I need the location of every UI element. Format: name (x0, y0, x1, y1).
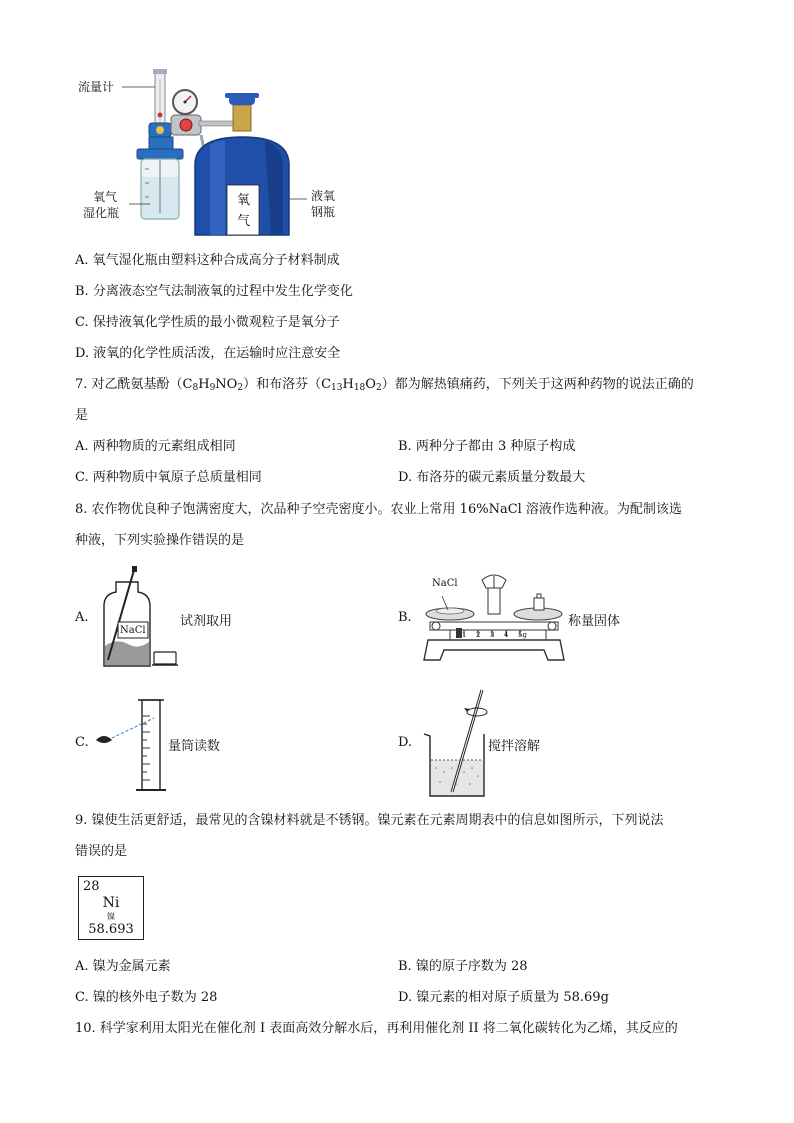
q9-option-c: C. 镍的核外电子数为 28 (75, 990, 218, 1005)
q7-stem-line1: 7. 对乙酰氨基酚$(C_8H_9NO_2)$和布洛芬$(C_{13}H_{18}O_2)$都为解热镇痛药，下列关于这两种药物的说法正确的 (75, 377, 694, 393)
q9-option-a: A. 镍为金属元素 (75, 959, 171, 974)
humidifier-label-2: 湿化瓶 (83, 206, 120, 220)
element-mass: 58.693 (88, 922, 134, 937)
flowmeter-label: 流量计 (78, 80, 115, 94)
q8-option-a-key: A. (75, 610, 89, 625)
liquid-oxygen-label-1: 液氧 (311, 189, 336, 203)
cylinder-text-1: 氧 (237, 193, 251, 208)
balance-figure: NaCl 1 2 3 4 5g (420, 570, 568, 666)
q7-stem-line2: 是 (75, 408, 89, 423)
q8-option-c-key: C. (75, 735, 89, 750)
element-symbol: Ni (102, 895, 120, 911)
balance-nacl-label: NaCl (432, 578, 458, 589)
q7-option-c: C. 两种物质中氧原子总质量相同 (75, 470, 262, 485)
q8-option-d-caption: 搅拌溶解 (488, 739, 541, 754)
q10-stem-line1: 10. 科学家利用太阳光在催化剂 I 表面高效分解水后，再利用催化剂 II 将二氧化碳转化为乙烯，其反应的 (75, 1021, 678, 1036)
q9-stem-line1: 9. 镍使生活更舒适，最常见的含镍材料就是不锈钢。镍元素在元素周期表中的信息如图所示，下列说法 (75, 813, 664, 828)
humidifier-label-1: 氧气 (93, 190, 118, 204)
element-number: 28 (83, 879, 100, 894)
cylinder-text-2: 气 (237, 214, 251, 229)
q8-option-a-caption: 试剂取用 (180, 614, 233, 629)
reagent-bottle-figure (94, 566, 180, 672)
reagent-label: NaCl (120, 625, 146, 636)
q8-option-d-key: D. (398, 735, 413, 750)
graduated-cylinder-figure (92, 696, 170, 794)
q9-option-b: B. 镍的原子序数为 28 (398, 959, 528, 974)
q8-stem-line1: 8. 农作物优良种子饱满密度大，次品种子空壳密度小。农业上常用 16%NaCl 溶液作选种液。为配制该选 (75, 502, 682, 517)
q7-option-d: D. 布洛芬的碳元素质量分数最大 (398, 470, 586, 485)
oxygen-apparatus-figure (75, 65, 315, 237)
q9-stem-line2: 错误的是 (75, 844, 128, 859)
element-name: 镍 (107, 912, 115, 921)
q7-option-a: A. 两种物质的元素组成相同 (75, 439, 236, 454)
q8-option-b-key: B. (398, 610, 412, 625)
q6-option-d: D. 液氧的化学性质活泼，在运输时应注意安全 (75, 346, 341, 361)
q7-option-b: B. 两种分子都由 3 种原子构成 (398, 439, 576, 454)
q6-option-c: C. 保持液氧化学性质的最小微观粒子是氧分子 (75, 315, 340, 330)
q6-option-a: A. 氧气湿化瓶由塑料这种合成高分子材料制成 (75, 253, 340, 268)
q8-option-c-caption: 量筒读数 (168, 739, 221, 754)
q8-option-b-caption: 称量固体 (568, 614, 621, 629)
nickel-element-card (78, 876, 144, 940)
q6-option-b: B. 分离液态空气法制液氧的过程中发生化学变化 (75, 284, 353, 299)
q9-option-d: D. 镍元素的相对原子质量为 58.69g (398, 990, 609, 1005)
q8-stem-line2: 种液，下列实验操作错误的是 (75, 533, 245, 548)
liquid-oxygen-label-2: 钢瓶 (311, 205, 336, 219)
beaker-stirring-figure (420, 688, 490, 800)
